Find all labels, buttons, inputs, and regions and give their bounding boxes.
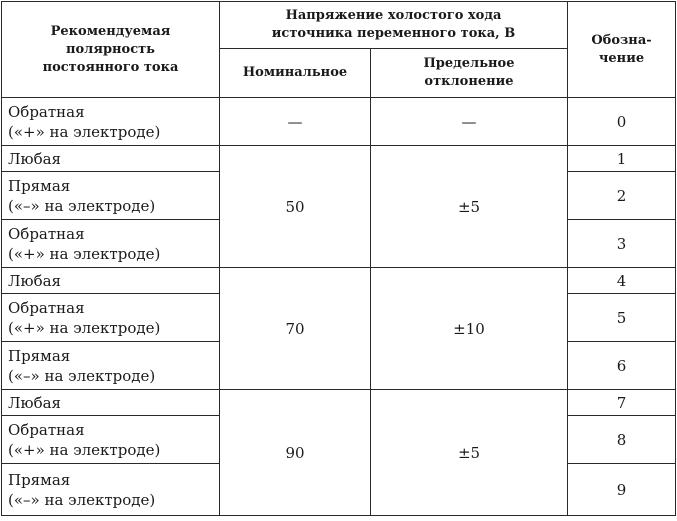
deviation-cell: ±10 [371,268,568,390]
header-deviation: Предельное отклонение [371,49,568,98]
designation-cell: 7 [568,390,676,416]
designation-cell: 8 [568,416,676,464]
designation-cell: 4 [568,268,676,294]
table-row [2,390,676,416]
header-polarity: Рекомендуемая полярность постоянного тока [2,2,220,98]
deviation-cell: ±5 [371,390,568,516]
polarity-type: Обратная [8,102,85,121]
polarity-note: («+» на электроде) [8,122,161,141]
header-designation: Обозна-чение [568,2,676,98]
designation-cell: 9 [568,464,676,516]
designation-cell: 2 [568,172,676,220]
nominal-cell: 50 [220,146,371,268]
polarity-type: Прямая [8,470,71,489]
polarity-note: («+» на электроде) [8,440,161,459]
polarity-note: («+» на электроде) [8,244,161,263]
header-voltage-group: Напряжение холостого хода источника переменного тока, В [220,2,568,49]
polarity-note: («–» на электроде) [8,366,156,385]
polarity-cell [2,172,220,220]
polarity-cell [2,268,220,294]
designation-cell: 6 [568,342,676,390]
table-row [2,268,676,294]
table-row [2,146,676,172]
polarity-note: («–» на электроде) [8,196,156,215]
table-row [2,98,676,146]
polarity-type: Прямая [8,176,71,195]
nominal-cell: 90 [220,390,371,516]
deviation-cell: ±5 [371,146,568,268]
designation-cell: 3 [568,220,676,268]
polarity-cell [2,98,220,146]
polarity-type: Обратная [8,224,85,243]
designation-cell: 0 [568,98,676,146]
polarity-type: Любая [8,393,62,412]
polarity-type: Любая [8,271,62,290]
polarity-cell [2,390,220,416]
polarity-cell [2,146,220,172]
specification-table [1,1,676,516]
polarity-cell [2,220,220,268]
polarity-type: Обратная [8,420,85,439]
polarity-type: Любая [8,149,62,168]
polarity-note: («+» на электроде) [8,318,161,337]
nominal-cell: — [220,98,371,146]
deviation-cell: — [371,98,568,146]
polarity-type: Обратная [8,298,85,317]
header-nominal: Номинальное [220,49,371,98]
polarity-cell [2,464,220,516]
polarity-note: («–» на электроде) [8,490,156,509]
polarity-cell [2,294,220,342]
nominal-cell: 70 [220,268,371,390]
polarity-type: Прямая [8,346,71,365]
polarity-cell [2,416,220,464]
designation-cell: 1 [568,146,676,172]
polarity-cell [2,342,220,390]
designation-cell: 5 [568,294,676,342]
